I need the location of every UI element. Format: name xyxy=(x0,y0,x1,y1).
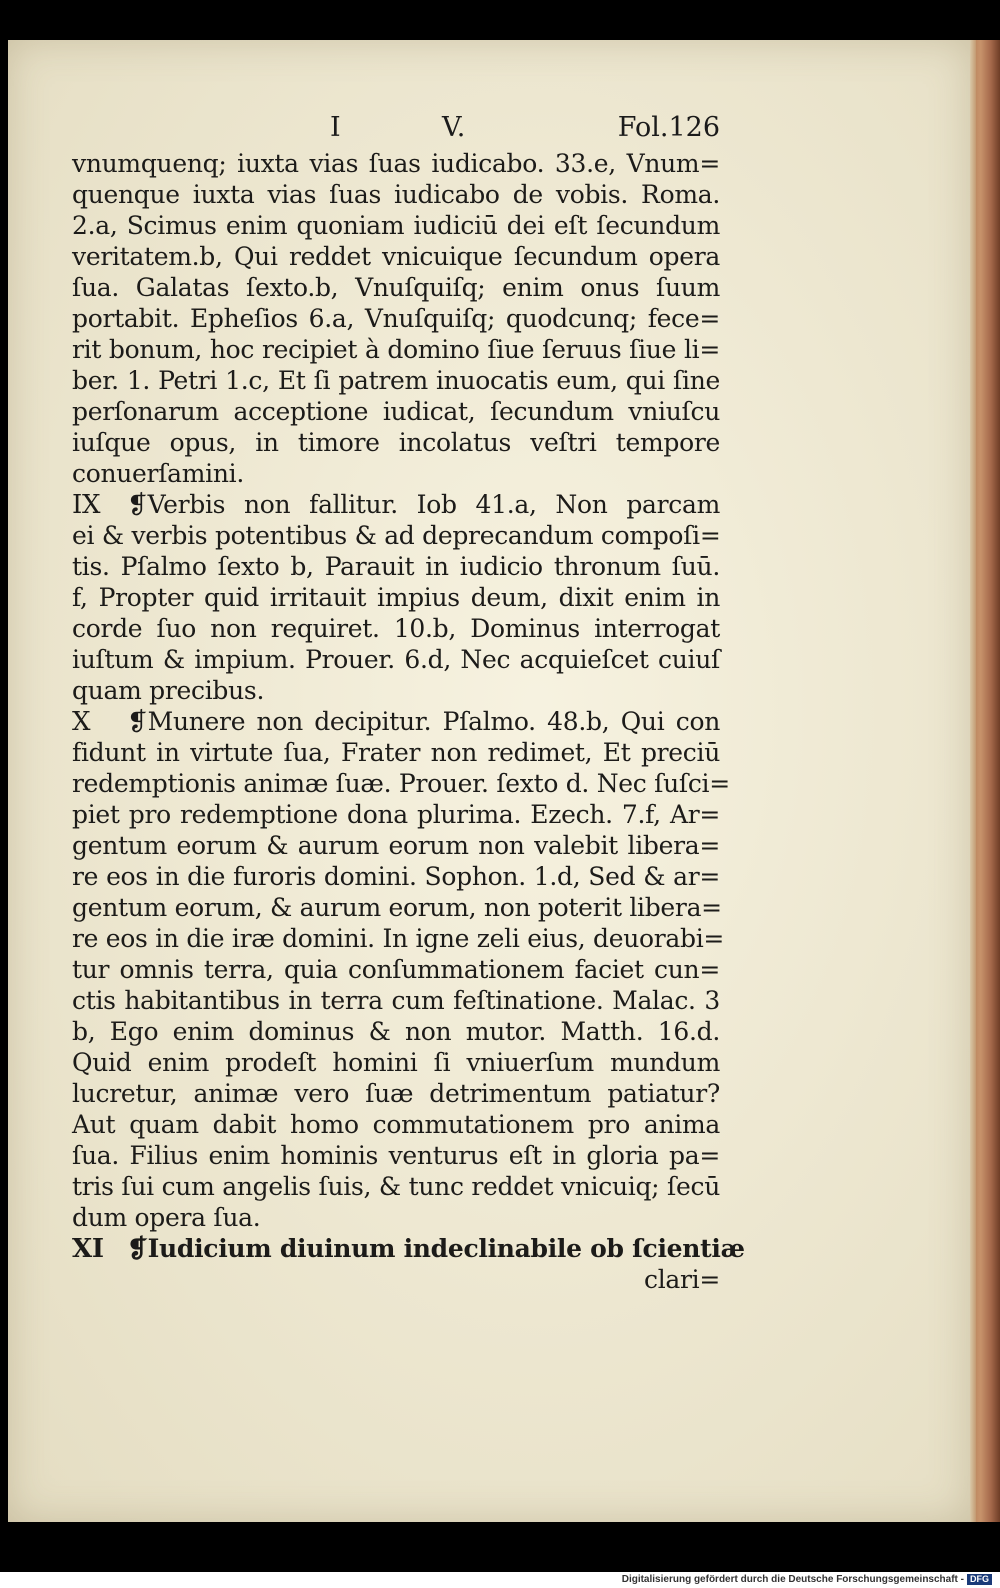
text-line: ei & verbis potentibus & ad deprecandum compoſi= xyxy=(72,521,721,550)
text-line: f, Propter quid irritauit impius deum, dixit enim in xyxy=(72,583,720,612)
section-numeral: IX xyxy=(72,490,101,520)
scan-top-border xyxy=(0,0,1000,40)
catchword: clari= xyxy=(644,1265,720,1294)
text-line: tur omnis terra, quia conſummationem faciet cun= xyxy=(72,955,720,984)
book-edge xyxy=(970,40,1000,1522)
text-span: ❡Verbis non fallitur. Iob 41.a, Non parcam xyxy=(127,490,720,519)
text-line: 2.a, Scimus enim quoniam iudiciū dei eſt ſecundum xyxy=(72,211,720,240)
text-line: ctis habitantibus in terra cum feſtinatione. Malac. 3 xyxy=(72,986,720,1015)
text-line: gentum eorum, & aurum eorum, non poterit libera= xyxy=(72,893,722,922)
text-line: b, Ego enim dominus & non mutor. Matth. 16.d. xyxy=(72,1017,720,1046)
text-line: Quid enim prodeſt homini ſi vniuerſum mundum xyxy=(72,1048,720,1077)
text-line: tis. Pſalmo ſexto b, Parauit in iudicio thronum ſuū. xyxy=(72,552,720,581)
section-first-line xyxy=(72,706,720,737)
text-line: lucretur, animæ vero ſuæ detrimentum patiatur? xyxy=(72,1079,720,1108)
text-span: ❡Iudicium diuinum indeclinabile ob ſcientiæ xyxy=(127,1234,745,1263)
section-numeral: XI xyxy=(72,1234,104,1264)
text-line: tris ſui cum angelis ſuis, & tunc reddet vnicuiq; ſecū xyxy=(72,1172,720,1201)
text-span: ❡Munere non decipitur. Pſalmo. 48.b, Qui con xyxy=(127,707,720,736)
text-line: iuſque opus, in timore incolatus veſtri tempore xyxy=(72,428,720,457)
text-line: piet pro redemptione dona plurima. Ezech. 7.f, Ar= xyxy=(72,800,720,829)
dfg-logo: DFG xyxy=(967,1574,992,1585)
text-line: Aut quam dabit homo commutationem pro anima xyxy=(72,1110,720,1139)
scan-bottom-border xyxy=(0,1522,1000,1572)
section-first-line xyxy=(72,489,720,520)
folio-number: Fol.126 xyxy=(617,112,720,143)
text-line: portabit. Epheſios 6.a, Vnuſquiſq; quodcunq; fece= xyxy=(72,304,720,333)
text-line: veritatem.b, Qui reddet vnicuique ſecundum opera xyxy=(72,242,720,271)
text-line: perſonarum acceptione iudicat, ſecundum vniuſcu xyxy=(72,397,720,426)
text-line: vnumquenq; iuxta vias ſuas iudicabo. 33.e, Vnum= xyxy=(72,149,720,178)
text-line: re eos in die furoris domini. Sophon. 1.d, Sed & ar= xyxy=(72,862,720,891)
text-line: redemptionis animæ ſuæ. Prouer. ſexto d. Nec ſuſci= xyxy=(72,769,730,798)
text-line: ſua. Filius enim hominis venturus eſt in gloria pa= xyxy=(72,1141,720,1170)
text-line: dum opera ſua. xyxy=(72,1203,261,1232)
text-line: quenque iuxta vias ſuas iudicabo de vobis. Roma. xyxy=(72,180,720,209)
text-line: fidunt in virtute ſua, Frater non redimet, Et preciū xyxy=(72,738,720,767)
text-line: re eos in die iræ domini. In igne zeli eius, deuorabi= xyxy=(72,924,725,953)
section-first-line xyxy=(72,1233,745,1264)
text-line: ber. 1. Petri 1.c, Et ſi patrem inuocatis eum, qui ſine xyxy=(72,366,720,395)
digitization-credit: Digitalisierung gefördert durch die Deutsche Forschungsgemeinschaft - xyxy=(621,1574,964,1585)
text-line: ſua. Galatas ſexto.b, Vnuſquiſq; enim onus ſuum xyxy=(72,273,720,302)
text-line: iuſtum & impium. Prouer. 6.d, Nec acquieſcet cuiuſ xyxy=(72,645,720,674)
section-numeral: X xyxy=(72,707,91,737)
text-line: conuerſamini. xyxy=(72,459,245,488)
running-header xyxy=(80,112,720,152)
text-line: rit bonum, hoc recipiet à domino ſiue ſeruus ſiue li= xyxy=(72,335,720,364)
text-line: quam precibus. xyxy=(72,676,265,705)
text-line: gentum eorum & aurum eorum non valebit libera= xyxy=(72,831,720,860)
body-text xyxy=(72,148,745,1295)
quire-mark: V. xyxy=(442,112,466,143)
text-line: corde ſuo non requiret. 10.b, Dominus interrogat xyxy=(72,614,720,643)
signature-mark: I xyxy=(330,112,341,143)
